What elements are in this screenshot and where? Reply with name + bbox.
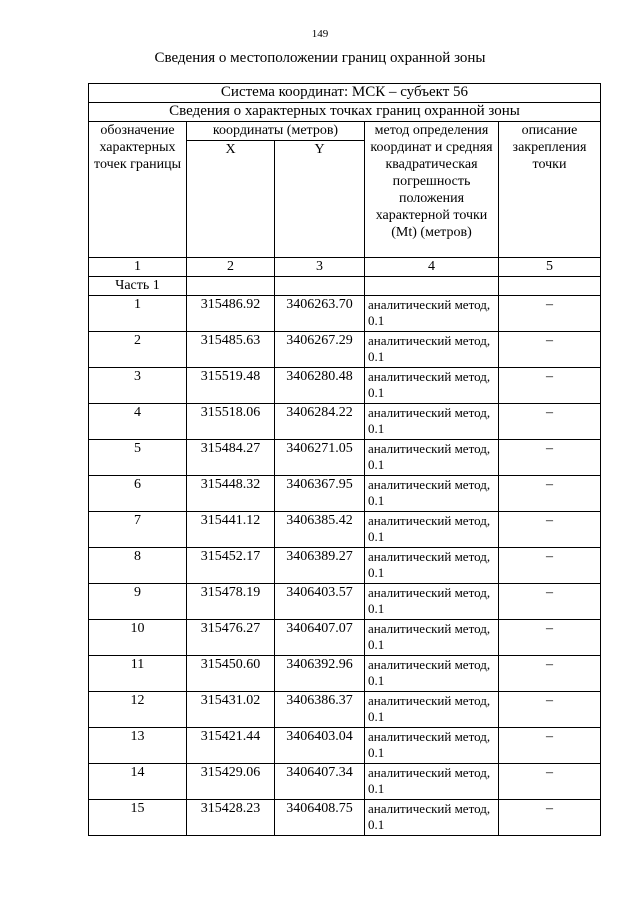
document-title: Сведения о местоположении границ охранной зоны [154, 50, 486, 66]
table-row [89, 404, 601, 440]
x-coordinate-cell: 315429.06 [187, 764, 275, 800]
y-coordinate-cell: 3406263.70 [275, 296, 365, 332]
x-coordinate-cell: 315450.60 [187, 656, 275, 692]
method-cell: аналитический метод, 0.1 [365, 548, 499, 584]
description-cell: – [499, 728, 601, 764]
point-cell: 7 [89, 512, 187, 548]
table-row [89, 296, 601, 332]
point-cell: 15 [89, 800, 187, 836]
header-x: X [187, 141, 275, 258]
point-cell: 4 [89, 404, 187, 440]
description-cell: – [499, 620, 601, 656]
header-y: Y [275, 141, 365, 258]
table-row [89, 656, 601, 692]
coordinate-system-cell: Система координат: МСК – субъект 56 [89, 84, 601, 103]
header-point: обозначение характерных точек границы [89, 122, 187, 258]
y-coordinate-cell: 3406389.27 [275, 548, 365, 584]
x-coordinate-cell: 315476.27 [187, 620, 275, 656]
column-number: 2 [187, 258, 275, 277]
table-row [89, 548, 601, 584]
header-method: метод определения координат и средняя квадратическая погрешность положения характерной точки (Mt) (метров) [365, 122, 499, 258]
table-row [89, 368, 601, 404]
header-coords: координаты (метров) [187, 122, 365, 141]
y-coordinate-cell: 3406403.04 [275, 728, 365, 764]
y-coordinate-cell: 3406271.05 [275, 440, 365, 476]
x-coordinate-cell: 315421.44 [187, 728, 275, 764]
table-row [89, 512, 601, 548]
description-cell: – [499, 476, 601, 512]
description-cell: – [499, 440, 601, 476]
method-cell: аналитический метод, 0.1 [365, 764, 499, 800]
description-cell: – [499, 296, 601, 332]
point-cell: 11 [89, 656, 187, 692]
y-coordinate-cell: 3406386.37 [275, 692, 365, 728]
y-coordinate-cell: 3406392.96 [275, 656, 365, 692]
method-cell: аналитический метод, 0.1 [365, 728, 499, 764]
description-cell: – [499, 800, 601, 836]
x-coordinate-cell: 315518.06 [187, 404, 275, 440]
coordinate-system-row [89, 84, 601, 103]
point-cell: 12 [89, 692, 187, 728]
header-row [89, 122, 601, 141]
y-coordinate-cell: 3406367.95 [275, 476, 365, 512]
y-coordinate-cell: 3406267.29 [275, 332, 365, 368]
method-cell: аналитический метод, 0.1 [365, 620, 499, 656]
column-number: 5 [499, 258, 601, 277]
description-cell: – [499, 368, 601, 404]
table-row [89, 332, 601, 368]
point-cell: 9 [89, 584, 187, 620]
point-cell: 6 [89, 476, 187, 512]
y-coordinate-cell: 3406408.75 [275, 800, 365, 836]
point-cell: 2 [89, 332, 187, 368]
method-cell: аналитический метод, 0.1 [365, 476, 499, 512]
y-coordinate-cell: 3406407.34 [275, 764, 365, 800]
description-cell: – [499, 548, 601, 584]
table-row [89, 620, 601, 656]
empty-cell [365, 277, 499, 296]
y-coordinate-cell: 3406284.22 [275, 404, 365, 440]
point-cell: 1 [89, 296, 187, 332]
point-cell: 14 [89, 764, 187, 800]
empty-cell [275, 277, 365, 296]
header-description: описание закрепления точки [499, 122, 601, 258]
description-cell: – [499, 332, 601, 368]
x-coordinate-cell: 315478.19 [187, 584, 275, 620]
x-coordinate-cell: 315486.92 [187, 296, 275, 332]
method-cell: аналитический метод, 0.1 [365, 404, 499, 440]
method-cell: аналитический метод, 0.1 [365, 368, 499, 404]
section-heading-row [89, 103, 601, 122]
column-number: 4 [365, 258, 499, 277]
table-row [89, 476, 601, 512]
y-coordinate-cell: 3406385.42 [275, 512, 365, 548]
x-coordinate-cell: 315519.48 [187, 368, 275, 404]
point-cell: 10 [89, 620, 187, 656]
method-cell: аналитический метод, 0.1 [365, 512, 499, 548]
x-coordinate-cell: 315428.23 [187, 800, 275, 836]
method-cell: аналитический метод, 0.1 [365, 656, 499, 692]
column-number: 3 [275, 258, 365, 277]
x-coordinate-cell: 315452.17 [187, 548, 275, 584]
y-coordinate-cell: 3406407.07 [275, 620, 365, 656]
point-cell: 8 [89, 548, 187, 584]
method-cell: аналитический метод, 0.1 [365, 440, 499, 476]
method-cell: аналитический метод, 0.1 [365, 296, 499, 332]
x-coordinate-cell: 315441.12 [187, 512, 275, 548]
part-label: Часть 1 [89, 277, 187, 296]
point-cell: 3 [89, 368, 187, 404]
y-coordinate-cell: 3406280.48 [275, 368, 365, 404]
empty-cell [187, 277, 275, 296]
x-coordinate-cell: 315448.32 [187, 476, 275, 512]
description-cell: – [499, 656, 601, 692]
section-heading-cell: Сведения о характерных точках границ охранной зоны [89, 103, 601, 122]
y-coordinate-cell: 3406403.57 [275, 584, 365, 620]
x-coordinate-cell: 315485.63 [187, 332, 275, 368]
page-number: 149 [311, 28, 329, 40]
table-row [89, 728, 601, 764]
point-cell: 5 [89, 440, 187, 476]
table-row [89, 692, 601, 728]
column-number: 1 [89, 258, 187, 277]
description-cell: – [499, 584, 601, 620]
table-row [89, 800, 601, 836]
x-coordinate-cell: 315484.27 [187, 440, 275, 476]
method-cell: аналитический метод, 0.1 [365, 584, 499, 620]
description-cell: – [499, 764, 601, 800]
boundary-points-table [88, 83, 601, 836]
part-row [89, 277, 601, 296]
column-numbers-row [89, 258, 601, 277]
method-cell: аналитический метод, 0.1 [365, 800, 499, 836]
x-coordinate-cell: 315431.02 [187, 692, 275, 728]
point-cell: 13 [89, 728, 187, 764]
description-cell: – [499, 512, 601, 548]
description-cell: – [499, 404, 601, 440]
description-cell: – [499, 692, 601, 728]
empty-cell [499, 277, 601, 296]
table-row [89, 584, 601, 620]
table-row [89, 440, 601, 476]
method-cell: аналитический метод, 0.1 [365, 692, 499, 728]
table-row [89, 764, 601, 800]
method-cell: аналитический метод, 0.1 [365, 332, 499, 368]
